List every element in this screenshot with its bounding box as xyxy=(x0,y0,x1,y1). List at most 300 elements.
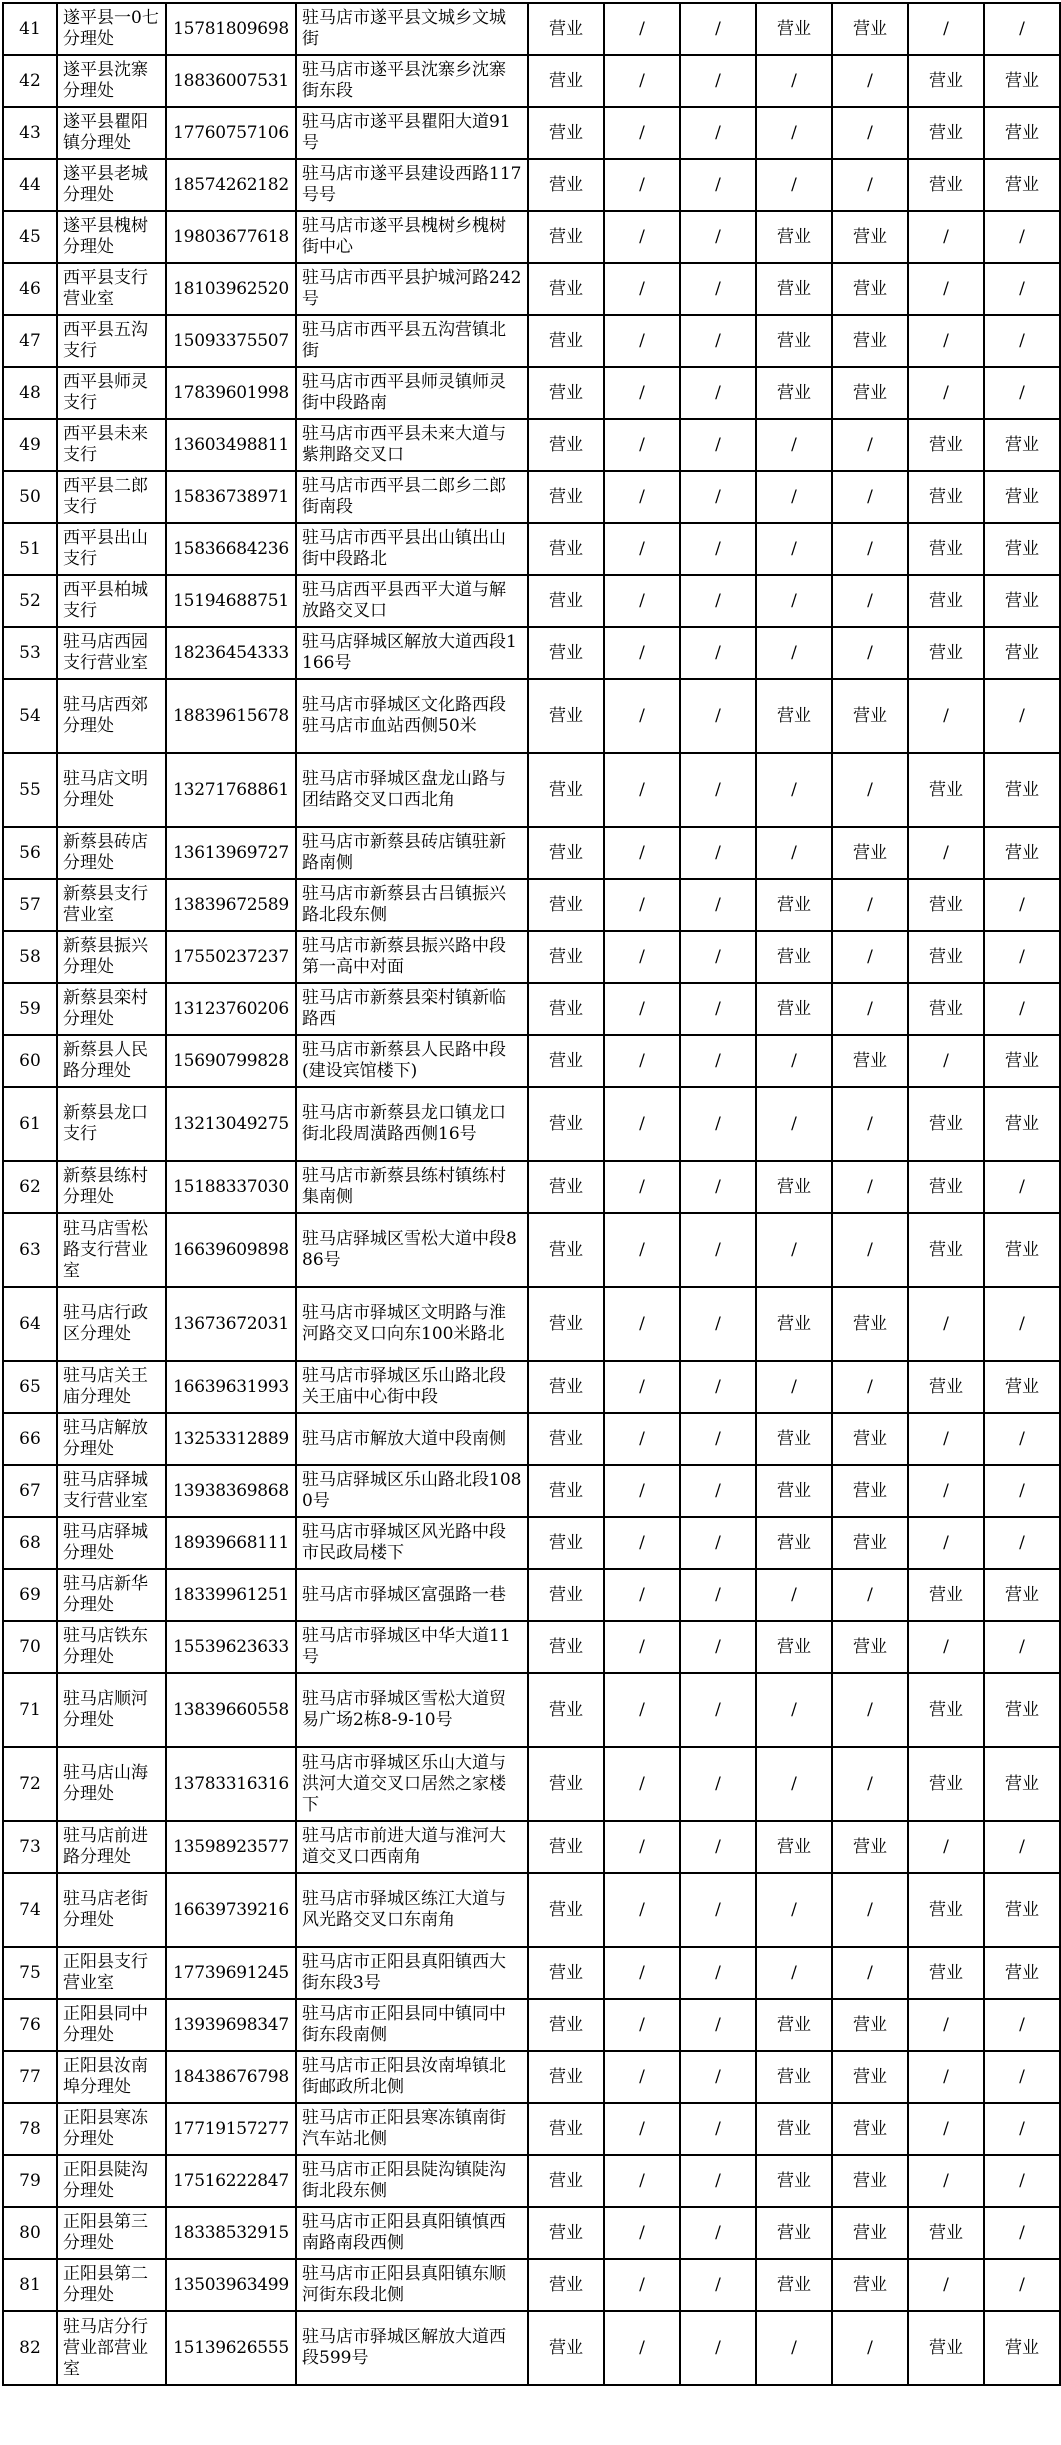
status-cell: / xyxy=(680,263,756,315)
status-cell: / xyxy=(604,471,680,523)
status-cell: / xyxy=(680,1821,756,1873)
status-cell: 营业 xyxy=(984,2311,1060,2385)
status-cell: / xyxy=(604,753,680,827)
status-cell: 营业 xyxy=(984,1947,1060,1999)
status-cell: / xyxy=(832,575,908,627)
status-cell: / xyxy=(908,3,984,55)
status-cell: 营业 xyxy=(528,1673,604,1747)
status-cell: / xyxy=(604,1873,680,1947)
status-cell: / xyxy=(908,1999,984,2051)
status-cell: / xyxy=(984,2259,1060,2311)
status-cell: 营业 xyxy=(528,679,604,753)
status-cell: 营业 xyxy=(908,1361,984,1413)
phone-cell: 13938369868 xyxy=(166,1465,296,1517)
table-row xyxy=(3,523,1060,575)
table-row xyxy=(3,211,1060,263)
status-cell: / xyxy=(908,315,984,367)
status-cell: / xyxy=(908,2259,984,2311)
status-cell: / xyxy=(604,879,680,931)
status-cell: / xyxy=(604,211,680,263)
status-cell: 营业 xyxy=(984,1873,1060,1947)
status-cell: / xyxy=(680,2051,756,2103)
status-cell: / xyxy=(680,931,756,983)
status-cell: 营业 xyxy=(528,627,604,679)
phone-cell: 16639631993 xyxy=(166,1361,296,1413)
status-cell: 营业 xyxy=(528,1465,604,1517)
status-cell: 营业 xyxy=(756,931,832,983)
status-cell: 营业 xyxy=(984,1035,1060,1087)
address-cell: 驻马店市驿城区风光路中段市民政局楼下 xyxy=(296,1517,528,1569)
status-cell: / xyxy=(984,1621,1060,1673)
status-cell: 营业 xyxy=(984,55,1060,107)
status-cell: 营业 xyxy=(756,2051,832,2103)
status-cell: / xyxy=(984,3,1060,55)
branch-name-cell: 驻马店文明分理处 xyxy=(57,753,166,827)
branch-name-cell: 驻马店解放分理处 xyxy=(57,1413,166,1465)
table-row xyxy=(3,1947,1060,1999)
phone-cell: 18103962520 xyxy=(166,263,296,315)
status-cell: / xyxy=(680,523,756,575)
status-cell: 营业 xyxy=(908,159,984,211)
status-cell: / xyxy=(604,3,680,55)
status-cell: 营业 xyxy=(832,263,908,315)
status-cell: / xyxy=(984,1999,1060,2051)
status-cell: / xyxy=(832,1087,908,1161)
address-cell: 驻马店市驿城区雪松大道贸易广场2栋8-9-10号 xyxy=(296,1673,528,1747)
phone-cell: 13839672589 xyxy=(166,879,296,931)
branch-name-cell: 驻马店行政区分理处 xyxy=(57,1287,166,1361)
phone-cell: 18339961251 xyxy=(166,1569,296,1621)
status-cell: / xyxy=(984,211,1060,263)
address-cell: 驻马店市驿城区文化路西段驻马店市血站西侧50米 xyxy=(296,679,528,753)
branch-name-cell: 新蔡县栾村分理处 xyxy=(57,983,166,1035)
status-cell: 营业 xyxy=(908,2311,984,2385)
status-cell: / xyxy=(680,1413,756,1465)
phone-cell: 16639739216 xyxy=(166,1873,296,1947)
address-cell: 驻马店驿城区雪松大道中段886号 xyxy=(296,1213,528,1287)
table-row xyxy=(3,1747,1060,1821)
row-number-cell: 62 xyxy=(3,1161,57,1213)
status-cell: / xyxy=(604,1821,680,1873)
status-cell: 营业 xyxy=(528,2311,604,2385)
row-number-cell: 53 xyxy=(3,627,57,679)
address-cell: 驻马店市驿城区解放大道西段599号 xyxy=(296,2311,528,2385)
phone-cell: 13253312889 xyxy=(166,1413,296,1465)
table-row xyxy=(3,315,1060,367)
status-cell: / xyxy=(832,1161,908,1213)
status-cell: / xyxy=(604,1287,680,1361)
branch-name-cell: 驻马店关王庙分理处 xyxy=(57,1361,166,1413)
branch-name-cell: 驻马店驿城支行营业室 xyxy=(57,1465,166,1517)
status-cell: 营业 xyxy=(756,3,832,55)
status-cell: / xyxy=(680,827,756,879)
address-cell: 驻马店市驿城区中华大道11号 xyxy=(296,1621,528,1673)
status-cell: 营业 xyxy=(984,471,1060,523)
phone-cell: 15836738971 xyxy=(166,471,296,523)
row-number-cell: 43 xyxy=(3,107,57,159)
status-cell: 营业 xyxy=(908,419,984,471)
phone-cell: 18839615678 xyxy=(166,679,296,753)
row-number-cell: 52 xyxy=(3,575,57,627)
row-number-cell: 67 xyxy=(3,1465,57,1517)
address-cell: 驻马店市西平县师灵镇师灵街中段路南 xyxy=(296,367,528,419)
status-cell: / xyxy=(756,55,832,107)
row-number-cell: 82 xyxy=(3,2311,57,2385)
status-cell: / xyxy=(604,315,680,367)
status-cell: 营业 xyxy=(984,1213,1060,1287)
branch-name-cell: 驻马店雪松路支行营业室 xyxy=(57,1213,166,1287)
status-cell: 营业 xyxy=(908,753,984,827)
status-cell: / xyxy=(832,1213,908,1287)
status-cell: 营业 xyxy=(528,315,604,367)
status-cell: 营业 xyxy=(908,55,984,107)
status-cell: / xyxy=(604,2103,680,2155)
status-cell: / xyxy=(984,1517,1060,1569)
status-cell: / xyxy=(756,2311,832,2385)
phone-cell: 15781809698 xyxy=(166,3,296,55)
table-row xyxy=(3,931,1060,983)
status-cell: 营业 xyxy=(984,419,1060,471)
status-cell: / xyxy=(984,263,1060,315)
status-cell: 营业 xyxy=(908,1673,984,1747)
row-number-cell: 78 xyxy=(3,2103,57,2155)
row-number-cell: 63 xyxy=(3,1213,57,1287)
status-cell: 营业 xyxy=(528,523,604,575)
address-cell: 驻马店市西平县二郎乡二郎街南段 xyxy=(296,471,528,523)
branch-name-cell: 西平县支行营业室 xyxy=(57,263,166,315)
status-cell: / xyxy=(604,2155,680,2207)
status-cell: / xyxy=(604,2259,680,2311)
phone-cell: 18236454333 xyxy=(166,627,296,679)
status-cell: 营业 xyxy=(528,1747,604,1821)
status-cell: / xyxy=(756,523,832,575)
row-number-cell: 80 xyxy=(3,2207,57,2259)
status-cell: 营业 xyxy=(528,2051,604,2103)
address-cell: 驻马店市驿城区富强路一巷 xyxy=(296,1569,528,1621)
status-cell: 营业 xyxy=(528,1999,604,2051)
status-cell: / xyxy=(756,1213,832,1287)
status-cell: 营业 xyxy=(756,263,832,315)
status-cell: / xyxy=(604,1621,680,1673)
branch-name-cell: 驻马店前进路分理处 xyxy=(57,1821,166,1873)
status-cell: / xyxy=(756,159,832,211)
status-cell: / xyxy=(908,263,984,315)
branch-name-cell: 西平县五沟支行 xyxy=(57,315,166,367)
status-cell: 营业 xyxy=(908,879,984,931)
status-cell: / xyxy=(832,1747,908,1821)
status-cell: 营业 xyxy=(908,1161,984,1213)
status-cell: / xyxy=(604,1361,680,1413)
table-row xyxy=(3,983,1060,1035)
status-cell: 营业 xyxy=(528,879,604,931)
address-cell: 驻马店市遂平县槐树乡槐树街中心 xyxy=(296,211,528,263)
branch-name-cell: 驻马店山海分理处 xyxy=(57,1747,166,1821)
status-cell: / xyxy=(604,107,680,159)
address-cell: 驻马店市遂平县沈寨乡沈寨街东段 xyxy=(296,55,528,107)
status-cell: / xyxy=(680,55,756,107)
table-row xyxy=(3,2051,1060,2103)
row-number-cell: 79 xyxy=(3,2155,57,2207)
status-cell: 营业 xyxy=(984,1673,1060,1747)
status-cell: 营业 xyxy=(908,523,984,575)
address-cell: 驻马店市正阳县陡沟镇陡沟街北段东侧 xyxy=(296,2155,528,2207)
table-row xyxy=(3,1999,1060,2051)
status-cell: 营业 xyxy=(832,1821,908,1873)
table-row xyxy=(3,1361,1060,1413)
row-number-cell: 48 xyxy=(3,367,57,419)
status-cell: / xyxy=(984,367,1060,419)
status-cell: 营业 xyxy=(832,211,908,263)
address-cell: 驻马店市新蔡县人民路中段(建设宾馆楼下) xyxy=(296,1035,528,1087)
row-number-cell: 45 xyxy=(3,211,57,263)
row-number-cell: 77 xyxy=(3,2051,57,2103)
status-cell: / xyxy=(908,827,984,879)
phone-cell: 13271768861 xyxy=(166,753,296,827)
phone-cell: 17739691245 xyxy=(166,1947,296,1999)
status-cell: 营业 xyxy=(528,263,604,315)
branch-name-cell: 西平县二郎支行 xyxy=(57,471,166,523)
table-row xyxy=(3,1213,1060,1287)
status-cell: / xyxy=(832,1673,908,1747)
branch-name-cell: 驻马店顺河分理处 xyxy=(57,1673,166,1747)
status-cell: 营业 xyxy=(908,107,984,159)
status-cell: / xyxy=(908,367,984,419)
address-cell: 驻马店市正阳县同中镇同中街东段南侧 xyxy=(296,1999,528,2051)
status-cell: / xyxy=(680,1035,756,1087)
status-cell: / xyxy=(984,1413,1060,1465)
phone-cell: 15539623633 xyxy=(166,1621,296,1673)
status-cell: 营业 xyxy=(908,2207,984,2259)
branch-name-cell: 正阳县汝南埠分理处 xyxy=(57,2051,166,2103)
branch-name-cell: 正阳县陡沟分理处 xyxy=(57,2155,166,2207)
status-cell: / xyxy=(832,1569,908,1621)
branch-name-cell: 新蔡县龙口支行 xyxy=(57,1087,166,1161)
status-cell: 营业 xyxy=(832,2259,908,2311)
phone-cell: 15188337030 xyxy=(166,1161,296,1213)
row-number-cell: 50 xyxy=(3,471,57,523)
status-cell: / xyxy=(756,1035,832,1087)
address-cell: 驻马店市驿城区盘龙山路与团结路交叉口西北角 xyxy=(296,753,528,827)
status-cell: 营业 xyxy=(528,575,604,627)
status-cell: / xyxy=(604,1999,680,2051)
status-cell: / xyxy=(984,931,1060,983)
status-cell: 营业 xyxy=(528,1621,604,1673)
branch-name-cell: 新蔡县砖店分理处 xyxy=(57,827,166,879)
table-row xyxy=(3,1287,1060,1361)
status-cell: / xyxy=(984,1821,1060,1873)
row-number-cell: 64 xyxy=(3,1287,57,1361)
address-cell: 驻马店市新蔡县振兴路中段第一高中对面 xyxy=(296,931,528,983)
table-row xyxy=(3,753,1060,827)
status-cell: / xyxy=(908,2051,984,2103)
status-cell: / xyxy=(680,575,756,627)
status-cell: / xyxy=(832,419,908,471)
status-cell: / xyxy=(680,1947,756,1999)
status-cell: 营业 xyxy=(528,983,604,1035)
address-cell: 驻马店市遂平县文城乡文城街 xyxy=(296,3,528,55)
status-cell: / xyxy=(680,879,756,931)
status-cell: / xyxy=(832,159,908,211)
row-number-cell: 47 xyxy=(3,315,57,367)
address-cell: 驻马店市新蔡县古吕镇振兴路北段东侧 xyxy=(296,879,528,931)
status-cell: / xyxy=(984,1287,1060,1361)
status-cell: 营业 xyxy=(528,1287,604,1361)
status-cell: 营业 xyxy=(908,1087,984,1161)
branch-name-cell: 遂平县沈寨分理处 xyxy=(57,55,166,107)
phone-cell: 15836684236 xyxy=(166,523,296,575)
phone-cell: 17839601998 xyxy=(166,367,296,419)
branch-name-cell: 驻马店西园支行营业室 xyxy=(57,627,166,679)
phone-cell: 15194688751 xyxy=(166,575,296,627)
status-cell: 营业 xyxy=(832,679,908,753)
status-cell: / xyxy=(984,1465,1060,1517)
row-number-cell: 58 xyxy=(3,931,57,983)
phone-cell: 17760757106 xyxy=(166,107,296,159)
phone-cell: 16639609898 xyxy=(166,1213,296,1287)
status-cell: / xyxy=(908,211,984,263)
status-cell: / xyxy=(604,419,680,471)
status-cell: 营业 xyxy=(756,983,832,1035)
status-cell: / xyxy=(604,931,680,983)
status-cell: / xyxy=(604,827,680,879)
status-cell: 营业 xyxy=(528,753,604,827)
status-cell: / xyxy=(680,679,756,753)
row-number-cell: 59 xyxy=(3,983,57,1035)
status-cell: / xyxy=(832,879,908,931)
row-number-cell: 57 xyxy=(3,879,57,931)
status-cell: / xyxy=(908,1621,984,1673)
address-cell: 驻马店市西平县五沟营镇北街 xyxy=(296,315,528,367)
row-number-cell: 66 xyxy=(3,1413,57,1465)
status-cell: 营业 xyxy=(908,1947,984,1999)
status-cell: 营业 xyxy=(528,1821,604,1873)
status-cell: 营业 xyxy=(528,55,604,107)
row-number-cell: 61 xyxy=(3,1087,57,1161)
row-number-cell: 56 xyxy=(3,827,57,879)
status-cell: 营业 xyxy=(832,1621,908,1673)
status-cell: / xyxy=(604,2207,680,2259)
status-cell: / xyxy=(604,1673,680,1747)
branch-name-cell: 驻马店驿城分理处 xyxy=(57,1517,166,1569)
table-row xyxy=(3,1161,1060,1213)
status-cell: / xyxy=(680,107,756,159)
status-cell: 营业 xyxy=(528,1413,604,1465)
branch-name-cell: 遂平县瞿阳镇分理处 xyxy=(57,107,166,159)
status-cell: / xyxy=(604,679,680,753)
status-cell: / xyxy=(756,419,832,471)
status-cell: / xyxy=(680,2155,756,2207)
branch-name-cell: 驻马店分行营业部营业室 xyxy=(57,2311,166,2385)
status-cell: / xyxy=(908,2103,984,2155)
branch-name-cell: 正阳县寒冻分理处 xyxy=(57,2103,166,2155)
status-cell: / xyxy=(984,2103,1060,2155)
status-cell: 营业 xyxy=(908,471,984,523)
phone-cell: 13503963499 xyxy=(166,2259,296,2311)
status-cell: / xyxy=(680,1087,756,1161)
status-cell: / xyxy=(832,2311,908,2385)
row-number-cell: 54 xyxy=(3,679,57,753)
status-cell: / xyxy=(604,1087,680,1161)
address-cell: 驻马店驿城区乐山路北段1080号 xyxy=(296,1465,528,1517)
table-row xyxy=(3,2103,1060,2155)
address-cell: 驻马店市遂平县瞿阳大道91号 xyxy=(296,107,528,159)
status-cell: 营业 xyxy=(528,107,604,159)
branch-name-cell: 西平县出山支行 xyxy=(57,523,166,575)
status-cell: / xyxy=(604,627,680,679)
status-cell: / xyxy=(832,1361,908,1413)
status-cell: / xyxy=(908,2155,984,2207)
status-cell: 营业 xyxy=(832,1287,908,1361)
address-cell: 驻马店市解放大道中段南侧 xyxy=(296,1413,528,1465)
status-cell: / xyxy=(832,107,908,159)
status-cell: / xyxy=(604,1213,680,1287)
status-cell: 营业 xyxy=(984,1747,1060,1821)
status-cell: 营业 xyxy=(756,315,832,367)
status-cell: 营业 xyxy=(528,1087,604,1161)
status-cell: 营业 xyxy=(528,2155,604,2207)
status-cell: / xyxy=(680,753,756,827)
table-row xyxy=(3,1035,1060,1087)
table-row xyxy=(3,367,1060,419)
status-cell: / xyxy=(984,2207,1060,2259)
status-cell: / xyxy=(604,367,680,419)
status-cell: / xyxy=(604,55,680,107)
status-cell: / xyxy=(604,1413,680,1465)
address-cell: 驻马店市驿城区文明路与淮河路交叉口向东100米路北 xyxy=(296,1287,528,1361)
phone-cell: 13939698347 xyxy=(166,1999,296,2051)
phone-cell: 17516222847 xyxy=(166,2155,296,2207)
status-cell: / xyxy=(680,2207,756,2259)
table-row xyxy=(3,107,1060,159)
table-row xyxy=(3,2155,1060,2207)
status-cell: 营业 xyxy=(984,627,1060,679)
table-row xyxy=(3,1821,1060,1873)
phone-cell: 13673672031 xyxy=(166,1287,296,1361)
phone-cell: 13598923577 xyxy=(166,1821,296,1873)
address-cell: 驻马店西平县西平大道与解放路交叉口 xyxy=(296,575,528,627)
status-cell: 营业 xyxy=(528,1361,604,1413)
branch-name-cell: 驻马店新华分理处 xyxy=(57,1569,166,1621)
branch-name-cell: 西平县柏城支行 xyxy=(57,575,166,627)
status-cell: / xyxy=(680,2259,756,2311)
row-number-cell: 76 xyxy=(3,1999,57,2051)
status-cell: 营业 xyxy=(528,211,604,263)
status-cell: 营业 xyxy=(528,1947,604,1999)
status-cell: 营业 xyxy=(756,879,832,931)
row-number-cell: 73 xyxy=(3,1821,57,1873)
status-cell: / xyxy=(680,1569,756,1621)
status-cell: 营业 xyxy=(756,1821,832,1873)
status-cell: 营业 xyxy=(832,1465,908,1517)
branch-name-cell: 正阳县第三分理处 xyxy=(57,2207,166,2259)
status-cell: 营业 xyxy=(832,2207,908,2259)
phone-cell: 15139626555 xyxy=(166,2311,296,2385)
table-row xyxy=(3,2207,1060,2259)
status-cell: 营业 xyxy=(908,1747,984,1821)
phone-cell: 17719157277 xyxy=(166,2103,296,2155)
table-row xyxy=(3,3,1060,55)
status-cell: / xyxy=(680,1287,756,1361)
status-cell: 营业 xyxy=(528,1161,604,1213)
status-cell: / xyxy=(604,1035,680,1087)
phone-cell: 18438676798 xyxy=(166,2051,296,2103)
status-cell: 营业 xyxy=(528,827,604,879)
status-cell: / xyxy=(604,983,680,1035)
status-cell: / xyxy=(756,107,832,159)
status-cell: / xyxy=(908,1517,984,1569)
status-cell: / xyxy=(832,55,908,107)
status-cell: 营业 xyxy=(984,1569,1060,1621)
